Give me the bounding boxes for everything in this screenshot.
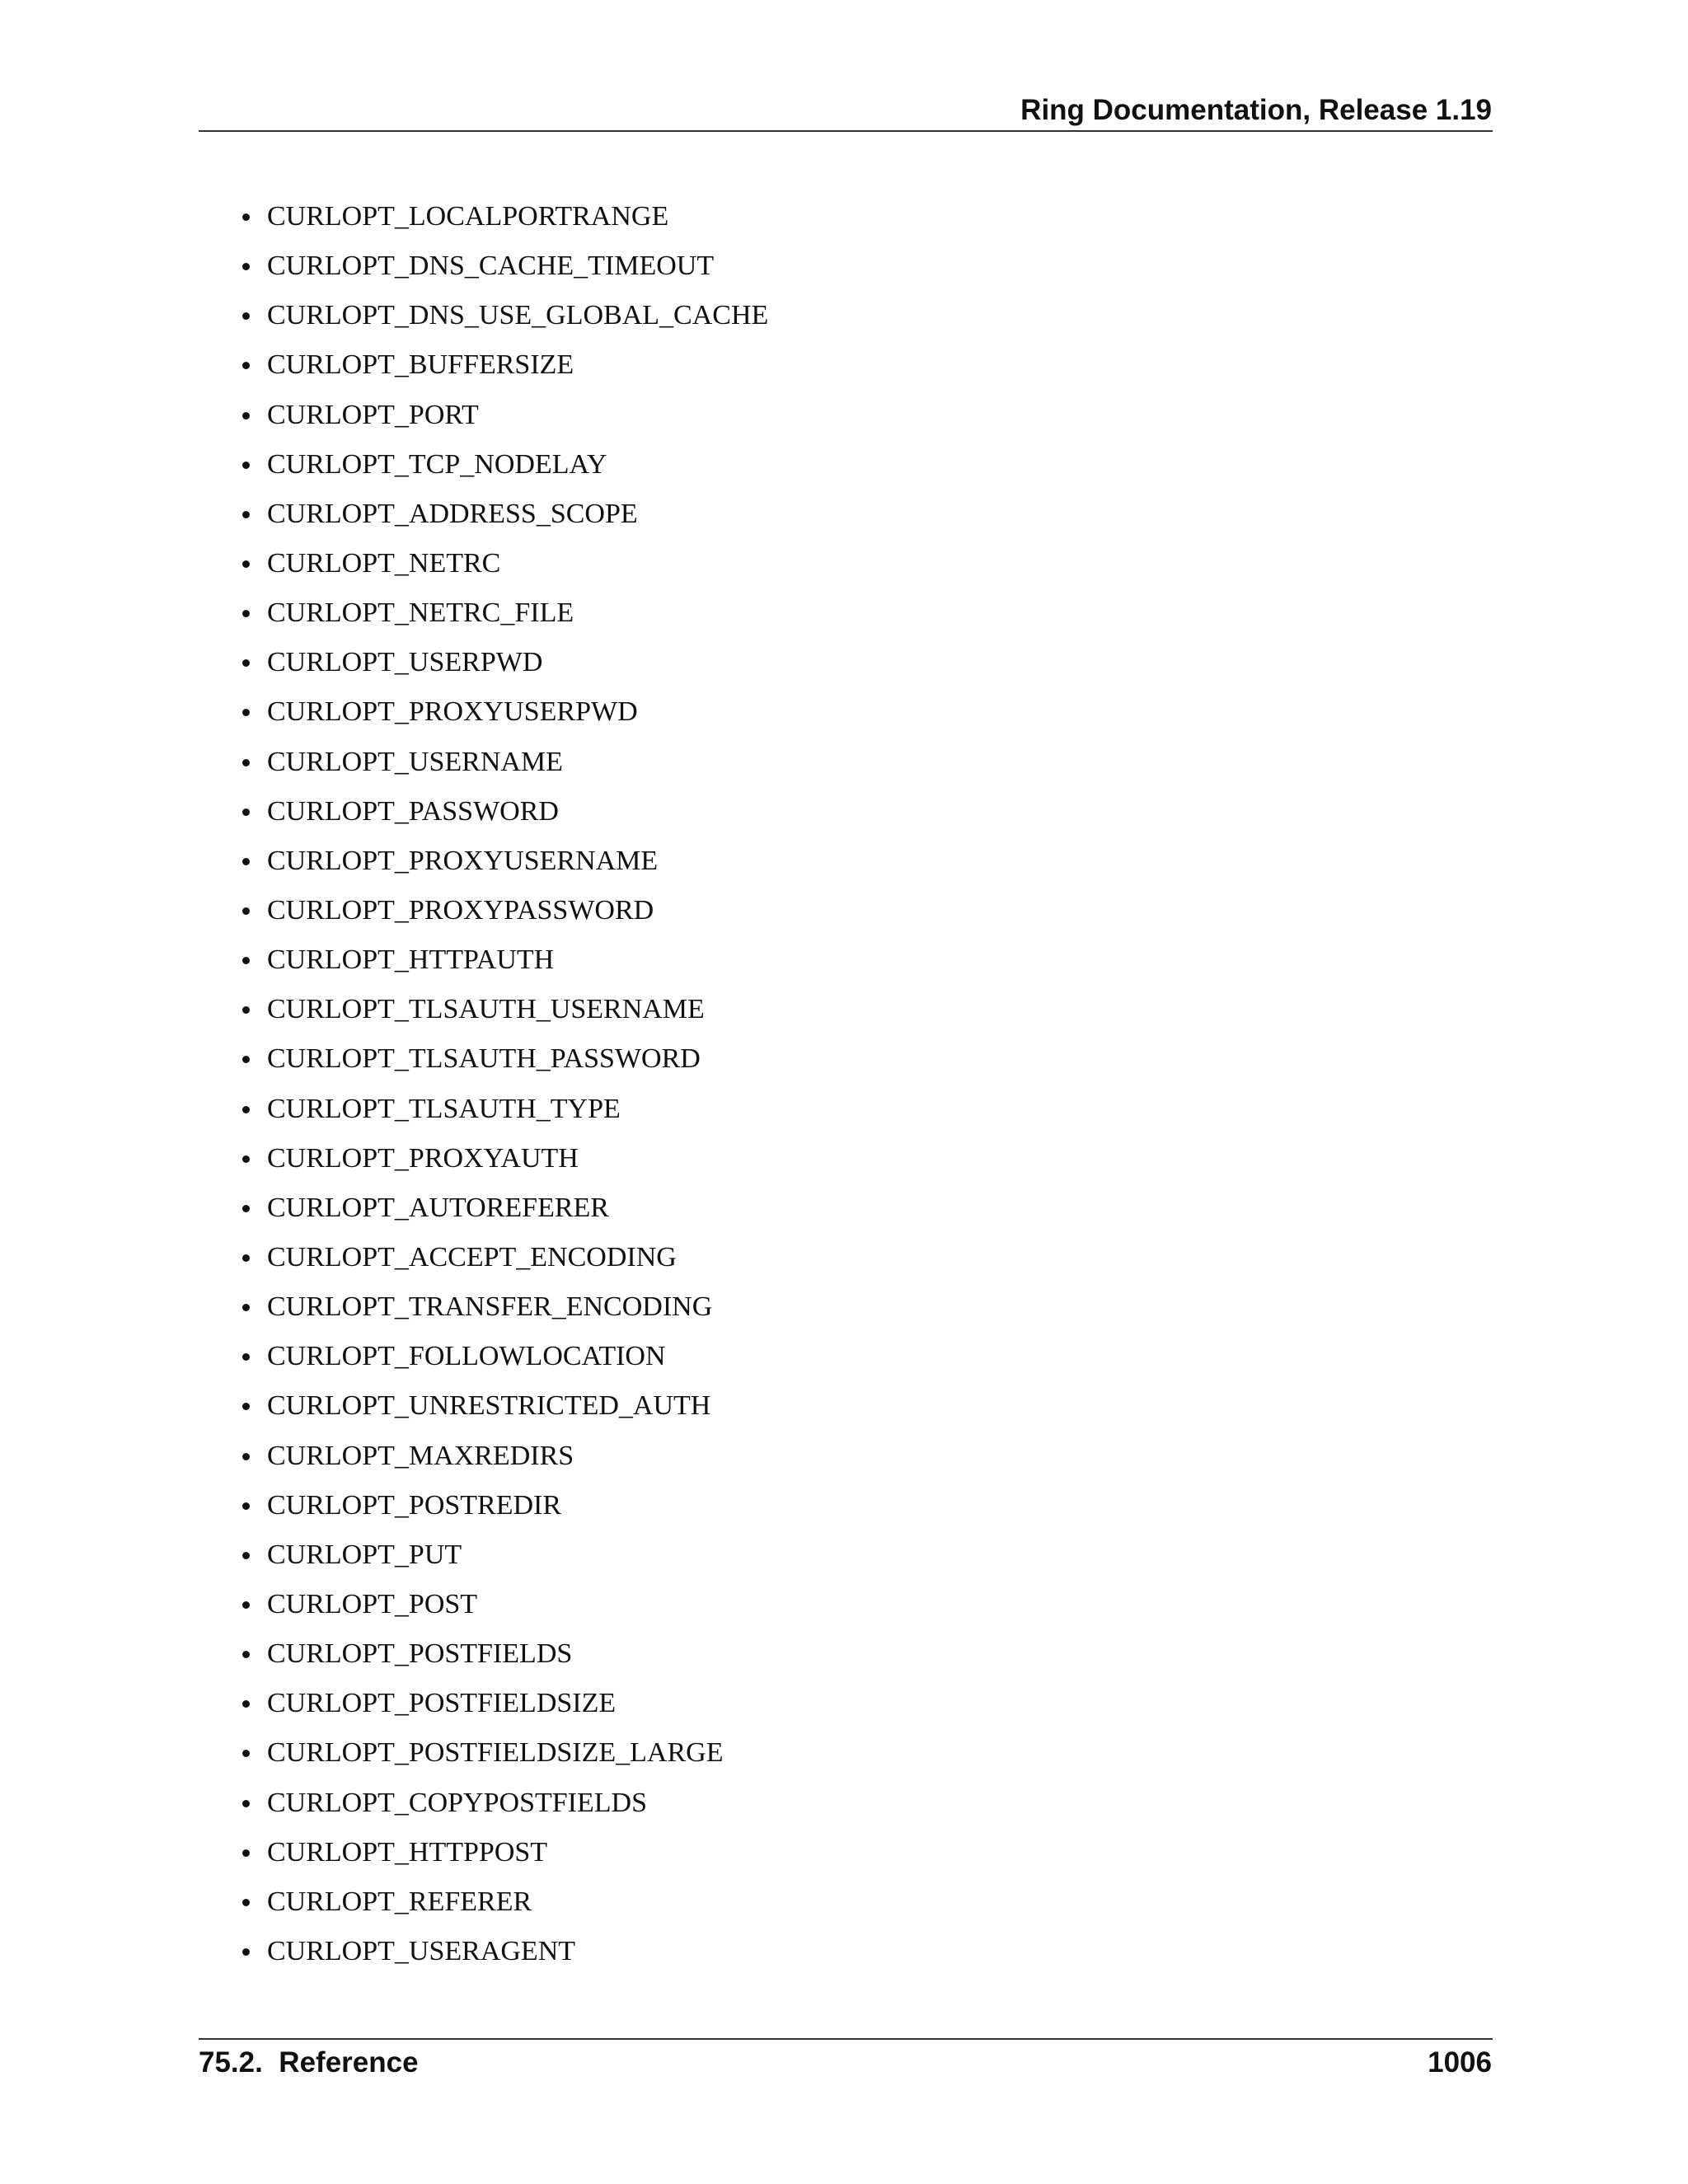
list-item [239,1687,768,1736]
list-item-label: CURLOPT_POSTFIELDS [267,1638,573,1670]
list-item [239,399,768,448]
list-item-label: CURLOPT_DNS_CACHE_TIMEOUT [267,251,715,282]
bullet-dot-icon [242,1006,250,1014]
list-item-label: CURLOPT_PORT [267,399,479,430]
list-item [239,1886,768,1935]
list-item [239,1192,768,1241]
list-item [239,1588,768,1638]
list-item-label: CURLOPT_PUT [267,1539,462,1570]
bullet-dot-icon [242,709,250,716]
bullet-dot-icon [242,1800,250,1807]
list-item-label: CURLOPT_TLSAUTH_TYPE [267,1093,621,1124]
list-item [239,746,768,795]
list-item [239,646,768,696]
list-item [239,795,768,845]
list-item-label: CURLOPT_PROXYUSERPWD [267,696,638,728]
bullet-dot-icon [242,1205,250,1212]
list-item [239,1440,768,1489]
bullet-dot-icon [242,610,250,617]
footer-divider [199,2038,1493,2040]
list-item [239,299,768,349]
bullet-dot-icon [242,1948,250,1956]
list-item-label: CURLOPT_COPYPOSTFIELDS [267,1787,647,1818]
list-item [239,349,768,398]
bullet-dot-icon [242,759,250,766]
list-item-label: CURLOPT_POSTREDIR [267,1489,562,1521]
list-item [239,498,768,547]
list-item-label: CURLOPT_TLSAUTH_USERNAME [267,994,705,1025]
bullet-dot-icon [242,1502,250,1510]
bullet-dot-icon [242,1403,250,1410]
list-item-label: CURLOPT_USERPWD [267,647,543,678]
list-item-label: CURLOPT_POSTFIELDSIZE_LARGE [267,1737,724,1769]
list-item [239,1241,768,1291]
list-item-label: CURLOPT_PROXYPASSWORD [267,894,654,926]
list-item [239,1390,768,1439]
bullet-dot-icon [242,1304,250,1311]
bullet-dot-icon [242,1353,250,1361]
list-item [239,1489,768,1539]
bullet-dot-icon [242,213,250,221]
bullet-dot-icon [242,362,250,369]
header-divider [199,130,1493,132]
list-item-label: CURLOPT_LOCALPORTRANGE [267,201,669,232]
list-item [239,1093,768,1142]
list-item-label: CURLOPT_UNRESTRICTED_AUTH [267,1390,711,1422]
footer-page-number: 1006 [1428,2046,1492,2079]
list-item-label: CURLOPT_BUFFERSIZE [267,349,574,381]
list-item-label: CURLOPT_PROXYUSERNAME [267,845,659,876]
bullet-dot-icon [242,1254,250,1262]
list-item-label: CURLOPT_TCP_NODELAY [267,448,607,480]
bullet-dot-icon [242,462,250,469]
list-item-label: CURLOPT_PROXYAUTH [267,1142,579,1174]
bullet-dot-icon [242,1056,250,1063]
list-item-label: CURLOPT_USERAGENT [267,1935,576,1966]
bullet-dot-icon [242,1849,250,1857]
footer-section-title: 75.2. Reference [199,2046,419,2079]
list-item-label: CURLOPT_HTTPAUTH [267,944,555,976]
list-item-label: CURLOPT_MAXREDIRS [267,1440,574,1471]
list-item-label: CURLOPT_POSTFIELDSIZE [267,1688,617,1719]
list-item [239,250,768,299]
list-item [239,1340,768,1390]
list-item [239,894,768,944]
list-item-label: CURLOPT_FOLLOWLOCATION [267,1341,666,1372]
bullet-dot-icon [242,1106,250,1113]
list-item-label: CURLOPT_TRANSFER_ENCODING [267,1291,713,1323]
list-item [239,547,768,597]
bullet-dot-icon [242,907,250,915]
bullet-dot-icon [242,1453,250,1460]
bullet-dot-icon [242,511,250,518]
list-item [239,1539,768,1588]
list-item-label: CURLOPT_TLSAUTH_PASSWORD [267,1043,701,1075]
list-item [239,944,768,993]
list-item-label: CURLOPT_REFERER [267,1886,532,1917]
bullet-dot-icon [242,659,250,667]
list-item [239,597,768,646]
bullet-dot-icon [242,858,250,865]
bullet-dot-icon [242,1750,250,1757]
bullet-dot-icon [242,263,250,270]
list-item [239,1291,768,1340]
list-item-label: CURLOPT_POST [267,1588,478,1619]
bullet-dot-icon [242,957,250,964]
list-item-label: CURLOPT_ACCEPT_ENCODING [267,1241,677,1272]
bullet-dot-icon [242,1899,250,1906]
bullet-dot-icon [242,808,250,816]
list-item-label: CURLOPT_ADDRESS_SCOPE [267,498,638,529]
curlopt-bullet-list [239,200,768,1985]
bullet-dot-icon [242,560,250,568]
bullet-dot-icon [242,1700,250,1708]
list-item [239,1638,768,1687]
list-item [239,1836,768,1886]
list-item-label: CURLOPT_PASSWORD [267,795,559,827]
list-item-label: CURLOPT_NETRC_FILE [267,598,574,629]
list-item [239,845,768,894]
list-item-label: CURLOPT_DNS_USE_GLOBAL_CACHE [267,300,769,331]
bullet-dot-icon [242,1552,250,1559]
list-item-label: CURLOPT_USERNAME [267,746,563,777]
running-header-title: Ring Documentation, Release 1.19 [1020,94,1492,126]
list-item [239,200,768,250]
list-item-label: CURLOPT_AUTOREFERER [267,1192,609,1223]
list-item [239,1935,768,1985]
list-item [239,448,768,498]
list-item-label: CURLOPT_NETRC [267,547,501,579]
list-item [239,1043,768,1092]
list-item [239,993,768,1043]
list-item [239,1787,768,1836]
bullet-dot-icon [242,1651,250,1658]
bullet-dot-icon [242,1601,250,1609]
bullet-dot-icon [242,1155,250,1163]
bullet-dot-icon [242,412,250,419]
list-item-label: CURLOPT_HTTPPOST [267,1836,548,1868]
bullet-dot-icon [242,312,250,320]
list-item [239,1142,768,1192]
list-item [239,1736,768,1786]
list-item [239,696,768,745]
